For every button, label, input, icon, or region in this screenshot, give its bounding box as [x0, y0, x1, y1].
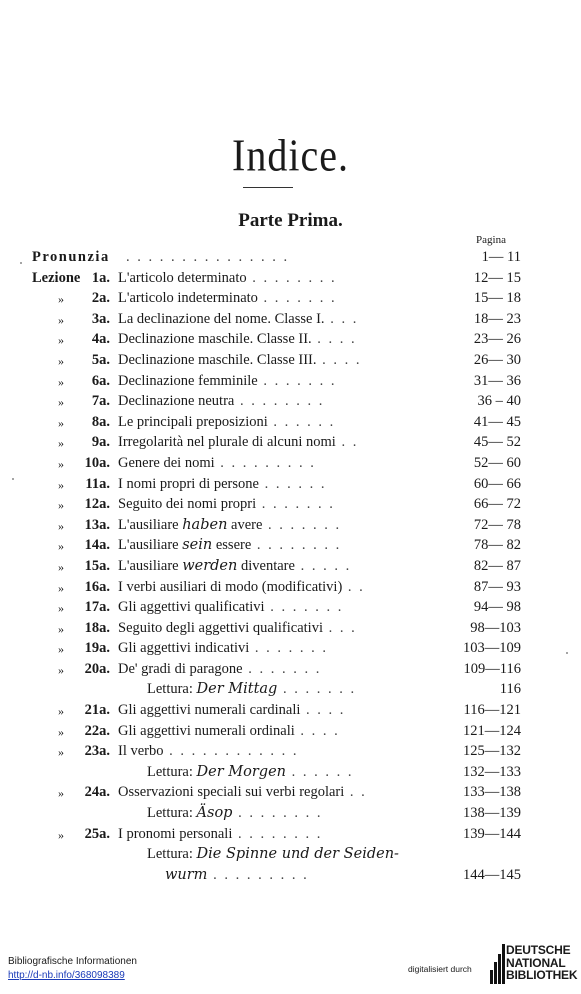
lesson-number: 8a.: [91, 413, 110, 430]
leader-dots: . . . . . . . .: [251, 537, 342, 554]
toc-entry-title: Lettura: Die Spinne und der Seiden-: [147, 846, 399, 863]
toc-entry-title: Gli aggettivi indicativi . . . . . . .: [118, 640, 329, 657]
toc-entry: [0, 742, 581, 763]
german-term: sein: [182, 537, 213, 554]
lesson-number: 10a.: [84, 454, 110, 471]
toc-entry-lead: »: [58, 456, 64, 471]
leader-dots: . . . . . . .: [277, 681, 357, 698]
toc-entry-title: L'ausiliare sein essere . . . . . . . .: [118, 537, 342, 554]
toc-entry: [0, 248, 581, 269]
pagina-column-label: Pagina: [476, 234, 506, 246]
lesson-number: 18a.: [84, 619, 110, 636]
catalog-link[interactable]: http://d-nb.info/368098389: [8, 970, 125, 981]
toc-entry-lead: »: [58, 333, 64, 348]
lesson-number: 14a.: [84, 537, 110, 554]
toc-entry-lead: »: [58, 518, 64, 533]
page-range: 78— 82: [473, 537, 521, 554]
toc-entry: [0, 763, 581, 784]
page-range: 87— 93: [473, 578, 521, 595]
leader-dots: . .: [335, 434, 359, 451]
page-range: 60— 66: [473, 475, 521, 492]
page-range: 26— 30: [473, 351, 521, 368]
toc-entry: [0, 269, 581, 290]
lesson-number: 24a.: [84, 784, 110, 801]
lesson-number: 4a.: [91, 331, 110, 348]
dnb-logo-text: DEUTSCHE NATIONAL BIBLIOTHEK: [506, 943, 578, 982]
page-title: Indice.: [232, 129, 349, 181]
page-range: 66— 72: [473, 496, 521, 513]
leader-dots: . . . . . . . . .: [207, 866, 309, 883]
page-range: 116—121: [463, 702, 521, 719]
toc-entry-title: De' gradi di paragone . . . . . . .: [118, 660, 322, 677]
toc-entry-lead: »: [58, 786, 64, 801]
page-range: 72— 78: [473, 516, 521, 533]
leader-dots: . . . .: [300, 702, 346, 719]
toc-entry: [0, 392, 581, 413]
toc-entry-title: L'articolo indeterminato . . . . . . .: [118, 290, 337, 307]
toc-entry-title: Gli aggettivi numerali cardinali . . . .: [118, 702, 346, 719]
leader-dots: . . . . . . .: [242, 660, 322, 677]
page-range: 36 – 40: [477, 393, 521, 410]
toc-entry: [0, 495, 581, 516]
toc-entry: [0, 433, 581, 454]
toc-entry-lead: »: [58, 704, 64, 719]
toc-entry-title: Genere dei nomi . . . . . . . . .: [118, 454, 316, 471]
leader-dots: . . . . . . .: [262, 516, 342, 533]
toc-entry-lead: Pronunzia: [32, 249, 110, 265]
toc-entry-lead: »: [58, 621, 64, 636]
toc-entry-title: Osservazioni speciali sui verbi regolari . .: [118, 784, 367, 801]
leader-dots: . . .: [324, 310, 359, 327]
toc-entry-lead: »: [58, 374, 64, 389]
leader-dots: . . . . . . . . .: [214, 454, 316, 471]
page-range: 125—132: [463, 743, 521, 760]
leader-dots: . . . . . . .: [256, 496, 335, 513]
toc-entry-title: Declinazione femminile . . . . . . .: [118, 372, 337, 389]
page-range: 18— 23: [473, 310, 521, 327]
page-range: 121—124: [463, 722, 521, 739]
german-term: Die Spinne und der Seiden-: [196, 846, 399, 863]
bibliographic-info: [8, 955, 137, 983]
toc-entry-title: L'ausiliare werden diventare . . . . .: [118, 557, 352, 574]
page-range: 52— 60: [473, 454, 521, 471]
leader-dots: . . . . . . .: [249, 640, 329, 657]
toc-entry: [0, 804, 581, 825]
page-range: 132—133: [463, 763, 521, 780]
lesson-number: 17a.: [84, 599, 110, 616]
german-term: Der Mittag: [196, 681, 278, 698]
lesson-number: 9a.: [91, 434, 110, 451]
toc-entry: [0, 330, 581, 351]
table-of-contents: [0, 248, 581, 886]
toc-entry: [0, 598, 581, 619]
lesson-number: 12a.: [84, 496, 110, 513]
lesson-number: 21a.: [84, 702, 110, 719]
toc-entry: [0, 310, 581, 331]
toc-entry: [0, 578, 581, 599]
leader-dots: . . . . . . .: [257, 372, 337, 389]
page-range: 133—138: [463, 784, 521, 801]
page-range: 1— 11: [481, 249, 521, 265]
toc-entry-title: Declinazione maschile. Classe II. . . . .: [118, 331, 357, 348]
toc-entry-lead: »: [58, 539, 64, 554]
toc-entry: [0, 289, 581, 310]
toc-entry-lead: »: [58, 559, 64, 574]
toc-entry-lead: »: [58, 292, 64, 307]
paper-speck: [12, 478, 14, 480]
lesson-number: 15a.: [84, 557, 110, 574]
leader-dots: . . . . . . .: [257, 290, 337, 307]
lesson-number: 22a.: [84, 722, 110, 739]
page-range: 116: [499, 681, 521, 698]
toc-entry: [0, 866, 581, 887]
lesson-number: 6a.: [91, 372, 110, 389]
toc-entry: [0, 619, 581, 640]
toc-entry-lead: »: [58, 662, 64, 677]
german-term: wurm: [165, 866, 208, 883]
paper-speck: [566, 652, 568, 654]
title-divider: [243, 187, 293, 188]
part-heading: Parte Prima.: [238, 210, 343, 231]
toc-entry-lead: »: [58, 724, 64, 739]
toc-entry-title: Seguito degli aggettivi qualificativi . . .: [118, 619, 357, 636]
leader-dots: . . . .: [294, 722, 340, 739]
toc-entry-title: L'articolo determinato . . . . . . . .: [118, 269, 337, 286]
page-range: 12— 15: [473, 269, 521, 286]
toc-entry: [0, 536, 581, 557]
leader-dots: . . . . .: [294, 557, 352, 574]
toc-entry: [0, 475, 581, 496]
page-range: 15— 18: [473, 290, 521, 307]
toc-entry-title: Gli aggettivi numerali ordinali . . . .: [118, 722, 340, 739]
leader-dots: . . . . . . . .: [232, 805, 323, 822]
lesson-number: 20a.: [84, 660, 110, 677]
toc-entry-lead: »: [58, 580, 64, 595]
toc-entry-title: Declinazione maschile. Classe III. . . . .: [118, 351, 362, 368]
lesson-number: 2a.: [91, 290, 110, 307]
toc-entry: [0, 557, 581, 578]
page-range: 23— 26: [473, 331, 521, 348]
toc-entry: [0, 680, 581, 701]
toc-entry: [0, 351, 581, 372]
toc-entry-title: Lettura: Der Morgen . . . . . .: [147, 763, 354, 780]
toc-entry-title: Seguito dei nomi propri . . . . . . .: [118, 496, 335, 513]
lesson-number: 1a.: [91, 269, 110, 286]
digitized-by-label: digitalisiert durch: [408, 964, 472, 974]
toc-entry: [0, 516, 581, 537]
toc-entry-title: Lettura: Der Mittag . . . . . . .: [147, 681, 357, 698]
leader-dots: . . . . . . . .: [232, 825, 323, 842]
toc-entry-title: Irregolarità nel plurale di alcuni nomi . .: [118, 434, 359, 451]
leader-dots: . . . . . . . . . . . .: [163, 743, 299, 760]
leader-dots: . . . .: [311, 331, 357, 348]
page-range: 94— 98: [473, 599, 521, 616]
toc-entry-title: Declinazione neutra . . . . . . . .: [118, 393, 325, 410]
page-range: 144—145: [463, 866, 521, 883]
leader-dots: . . . . . . . .: [234, 393, 325, 410]
page-range: 82— 87: [473, 557, 521, 574]
bib-info-label: Bibliografische Informationen: [8, 956, 137, 967]
toc-entry-lead: »: [58, 601, 64, 616]
leader-dots: . .: [342, 578, 365, 595]
toc-entry-lead: »: [58, 312, 64, 327]
page-range: 41— 45: [473, 413, 521, 430]
toc-entry: [0, 639, 581, 660]
german-term: haben: [182, 516, 228, 533]
toc-entry-lead: »: [58, 415, 64, 430]
toc-entry: [0, 783, 581, 804]
toc-entry-title: L'ausiliare haben avere . . . . . . .: [118, 516, 342, 533]
toc-entry-lead: Lezione: [32, 269, 81, 286]
leader-dots: . . . . . . .: [264, 599, 344, 616]
toc-entry-lead: »: [58, 745, 64, 760]
lesson-number: 19a.: [84, 640, 110, 657]
page-range: 138—139: [463, 805, 521, 822]
dnb-logo[interactable]: [490, 944, 576, 984]
lesson-number: 23a.: [84, 743, 110, 760]
page-range: 109—116: [463, 660, 521, 677]
lesson-number: 13a.: [84, 516, 110, 533]
toc-entry: [0, 845, 581, 866]
leader-dots: . . . . . . . . . . . . . . .: [126, 249, 290, 265]
page-range: 139—144: [463, 825, 521, 842]
leader-dots: . . . . . . . .: [246, 269, 337, 286]
toc-entry-lead: »: [58, 827, 64, 842]
lesson-number: 16a.: [84, 578, 110, 595]
lesson-number: 11a.: [85, 475, 110, 492]
german-term: werden: [182, 557, 238, 574]
leader-dots: . . .: [322, 619, 357, 636]
toc-entry: [0, 660, 581, 681]
toc-entry: [0, 701, 581, 722]
toc-entry-lead: »: [58, 642, 64, 657]
lesson-number: 7a.: [91, 393, 110, 410]
lesson-number: 5a.: [91, 351, 110, 368]
toc-entry: [0, 825, 581, 846]
toc-entry: [0, 372, 581, 393]
german-term: Der Morgen: [196, 763, 286, 780]
leader-dots: . . . . . .: [286, 763, 354, 780]
toc-entry-title: I verbi ausiliari di modo (modificativi) . .: [118, 578, 365, 595]
toc-entry-title: [126, 249, 289, 266]
toc-entry: [0, 722, 581, 743]
toc-entry-lead: »: [58, 353, 64, 368]
page-range: 45— 52: [473, 434, 521, 451]
paper-speck: [20, 262, 22, 264]
toc-entry: [0, 454, 581, 475]
leader-dots: . . . . . .: [258, 475, 327, 492]
toc-entry-lead: »: [58, 498, 64, 513]
toc-entry-title: Gli aggettivi qualificativi . . . . . . .: [118, 599, 344, 616]
german-term: Äsop: [196, 805, 233, 822]
toc-entry-title: I nomi propri di persone . . . . . .: [118, 475, 327, 492]
toc-entry-title: [165, 867, 309, 884]
lesson-number: 25a.: [84, 825, 110, 842]
toc-entry-title: Il verbo . . . . . . . . . . . .: [118, 743, 299, 760]
page-range: 103—109: [463, 640, 521, 657]
toc-entry-lead: »: [58, 436, 64, 451]
lesson-number: 3a.: [91, 310, 110, 327]
toc-entry-lead: »: [58, 477, 64, 492]
toc-entry-title: I pronomi personali . . . . . . . .: [118, 825, 323, 842]
leader-dots: . . . . . .: [267, 413, 336, 430]
toc-entry-title: Lettura: Äsop . . . . . . . .: [147, 805, 323, 822]
toc-entry-title: La declinazione del nome. Classe I. . . .: [118, 310, 359, 327]
toc-entry: [0, 413, 581, 434]
leader-dots: . .: [344, 784, 367, 801]
leader-dots: . . . .: [316, 351, 362, 368]
toc-entry-lead: »: [58, 395, 64, 410]
toc-entry-title: Le principali preposizioni . . . . . .: [118, 413, 336, 430]
page-range: 31— 36: [473, 372, 521, 389]
page-range: 98—103: [470, 619, 521, 636]
